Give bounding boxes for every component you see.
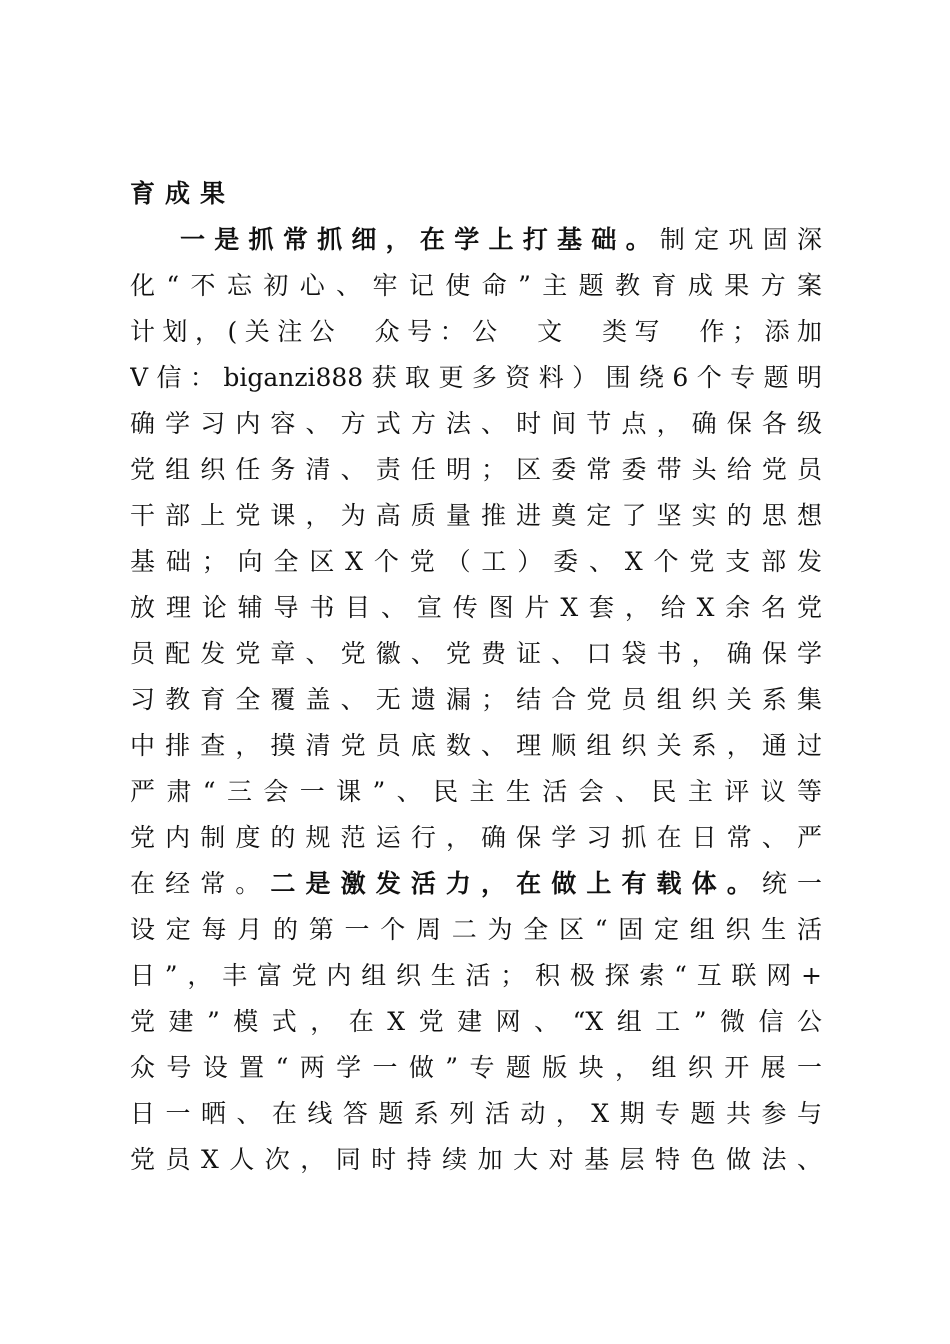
line-text: 党建”模式，在X党建网、“X组工”微信公	[130, 1007, 822, 1036]
line-text: 习教育全覆盖、无遗漏；结合党员组织关系集	[130, 685, 822, 714]
section-heading: 育成果	[130, 179, 236, 208]
line-text: 设定每月的第一个周二为全区“固定组织生活	[130, 915, 822, 944]
paragraph-line	[130, 864, 822, 904]
paragraph-line	[130, 726, 822, 766]
paragraph-line	[130, 542, 822, 582]
line-text: 严肃“三会一课”、民主生活会、民主评议等	[130, 777, 822, 806]
line-text: 化“不忘初心、牢记使命”主题教育成果方案	[130, 271, 822, 300]
line-text: 确学习内容、方式方法、时间节点，确保各级	[130, 409, 822, 438]
line-text: 日一晒、在线答题系列活动，X期专题共参与	[130, 1099, 822, 1128]
paragraph-line	[130, 312, 822, 352]
line-text: 干部上党课，为高质量推进奠定了坚实的思想	[130, 501, 822, 530]
line-text: 众号设置“两学一做”专题版块，组织开展一	[130, 1053, 822, 1082]
line-text: 党内制度的规范运行，确保学习抓在日常、严	[130, 823, 822, 852]
paragraph-line	[180, 220, 822, 260]
line-text: V信：biganzi888获取更多资料）围绕6个专题明	[130, 363, 822, 392]
paragraph-line	[130, 358, 822, 398]
line-text: 在经常。	[130, 869, 271, 898]
line-text: 中排查，摸清党员底数、理顺组织关系，通过	[130, 731, 822, 760]
line-text: 基础；向全区X个党（工）委、X个党支部发	[130, 547, 822, 576]
paragraph-line	[130, 450, 822, 490]
line-text: 党组织任务清、责任明；区委常委带头给党员	[130, 455, 822, 484]
paragraph-line	[130, 818, 822, 858]
line-text: 制定巩固深	[659, 225, 822, 254]
paragraph-line	[130, 680, 822, 720]
paragraph-line	[130, 910, 822, 950]
paragraph-line	[130, 1048, 822, 1088]
paragraph-line	[130, 1094, 822, 1134]
bold-lead-phrase: 一是抓常抓细，在学上打基础。	[180, 225, 660, 254]
bold-lead-phrase: 二是激发活力，在做上有载体。	[270, 869, 762, 898]
line-text: 党员X人次，同时持续加大对基层特色做法、	[130, 1145, 822, 1174]
line-text: 统一	[761, 869, 822, 898]
line-text: 日”，丰富党内组织生活；积极探索“互联网+	[130, 961, 822, 990]
paragraph-line	[130, 956, 822, 996]
paragraph-line	[130, 634, 822, 674]
paragraph-line	[130, 404, 822, 444]
paragraph-line	[130, 772, 822, 812]
paragraph-line	[130, 1002, 822, 1042]
line-text: 计划，(关注公 众号：公 文 类写 作；添加	[130, 317, 822, 346]
line-text: 放理论辅导书目、宣传图片X套，给X余名党	[130, 593, 822, 622]
paragraph-line	[130, 1140, 822, 1180]
line-text: 员配发党章、党徽、党费证、口袋书，确保学	[130, 639, 822, 668]
paragraph-line	[130, 266, 822, 306]
paragraph-line	[130, 588, 822, 628]
paragraph-line	[130, 496, 822, 536]
